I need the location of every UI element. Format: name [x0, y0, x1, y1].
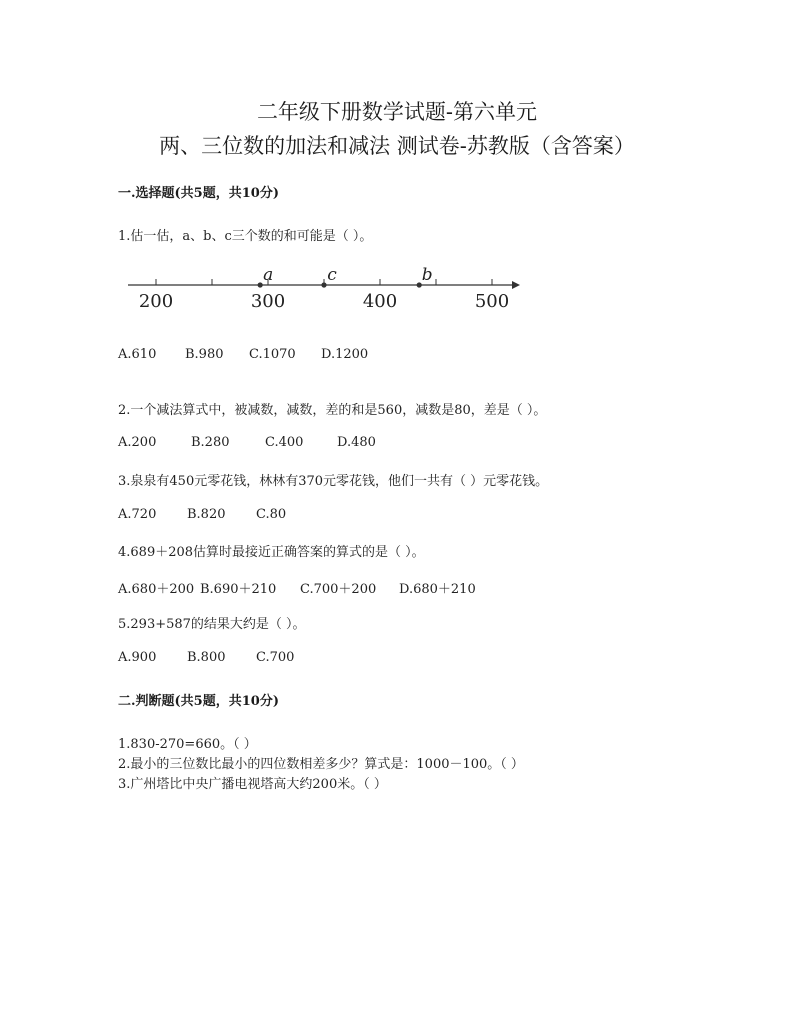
- option-b[interactable]: B.280: [191, 435, 230, 450]
- number-line-tick-label: 400: [362, 291, 398, 312]
- section-heading-choice: 一.选择题(共5题，共10分): [118, 186, 279, 201]
- question-4-options: [118, 578, 476, 597]
- option-c[interactable]: C.700: [256, 650, 295, 665]
- option-b[interactable]: B.820: [187, 507, 226, 522]
- question-1: 1.估一估，a、b、c三个数的和可能是（ ）。: [118, 229, 373, 244]
- option-d[interactable]: D.680＋210: [399, 582, 476, 597]
- number-line-point-label: c: [327, 265, 337, 285]
- judgement-item-3: 3.广州塔比中央广播电视塔高大约200米。（ ）: [118, 777, 387, 792]
- option-b[interactable]: B.690＋210: [200, 582, 277, 597]
- question-5: 5.293+587的结果大约是（ ）。: [118, 617, 306, 632]
- question-2: 2.一个减法算式中，被减数，减数，差的和是560，减数是80，差是（ ）。: [118, 403, 547, 418]
- number-line-tick-label: 500: [474, 291, 510, 312]
- section-heading-judgement: 二.判断题(共5题，共10分): [118, 694, 279, 709]
- question-1-options: [118, 347, 368, 362]
- question-4: 4.689＋208估算时最接近正确答案的算式的是（ ）。: [118, 545, 425, 560]
- option-a[interactable]: A.900: [118, 650, 157, 665]
- number-line-tick-label: 300: [250, 291, 286, 312]
- option-d[interactable]: D.1200: [321, 347, 369, 362]
- number-line-point-label: b: [421, 265, 433, 285]
- question-3: 3.泉泉有450元零花钱，林林有370元零花钱，他们一共有（ ）元零花钱。: [118, 474, 549, 489]
- number-line-tick-label: 200: [138, 291, 174, 312]
- option-a[interactable]: A.200: [118, 435, 157, 450]
- question-2-options: [118, 435, 376, 450]
- option-b[interactable]: B.980: [185, 347, 224, 362]
- page-title: 二年级下册数学试题-第六单元: [256, 100, 538, 124]
- number-line-point-c: [321, 282, 326, 287]
- option-a[interactable]: A.610: [118, 347, 157, 362]
- number-line-point-a: [258, 282, 263, 287]
- arrow-right-icon: [512, 281, 520, 289]
- option-d[interactable]: D.480: [337, 435, 376, 450]
- option-a[interactable]: A.720: [118, 507, 157, 522]
- judgement-item-1: 1.830-270=660。（ ）: [118, 737, 257, 752]
- option-c[interactable]: C.400: [265, 435, 304, 450]
- judgement-item-2: 2.最小的三位数比最小的四位数相差多少？算式是：1000－100。（ ）: [118, 757, 524, 772]
- question-3-options: [118, 507, 286, 522]
- option-b[interactable]: B.800: [187, 650, 226, 665]
- number-line-figure: [126, 262, 526, 314]
- option-c[interactable]: C.80: [256, 507, 287, 522]
- number-line-point-label: a: [263, 265, 274, 285]
- page-subtitle: 两、三位数的加法和减法 测试卷-苏教版（含答案）: [159, 134, 635, 158]
- option-a[interactable]: A.680＋200: [118, 582, 195, 597]
- option-c[interactable]: C.1070: [249, 347, 296, 362]
- question-5-options: [118, 650, 294, 665]
- option-c[interactable]: C.700＋200: [300, 582, 377, 597]
